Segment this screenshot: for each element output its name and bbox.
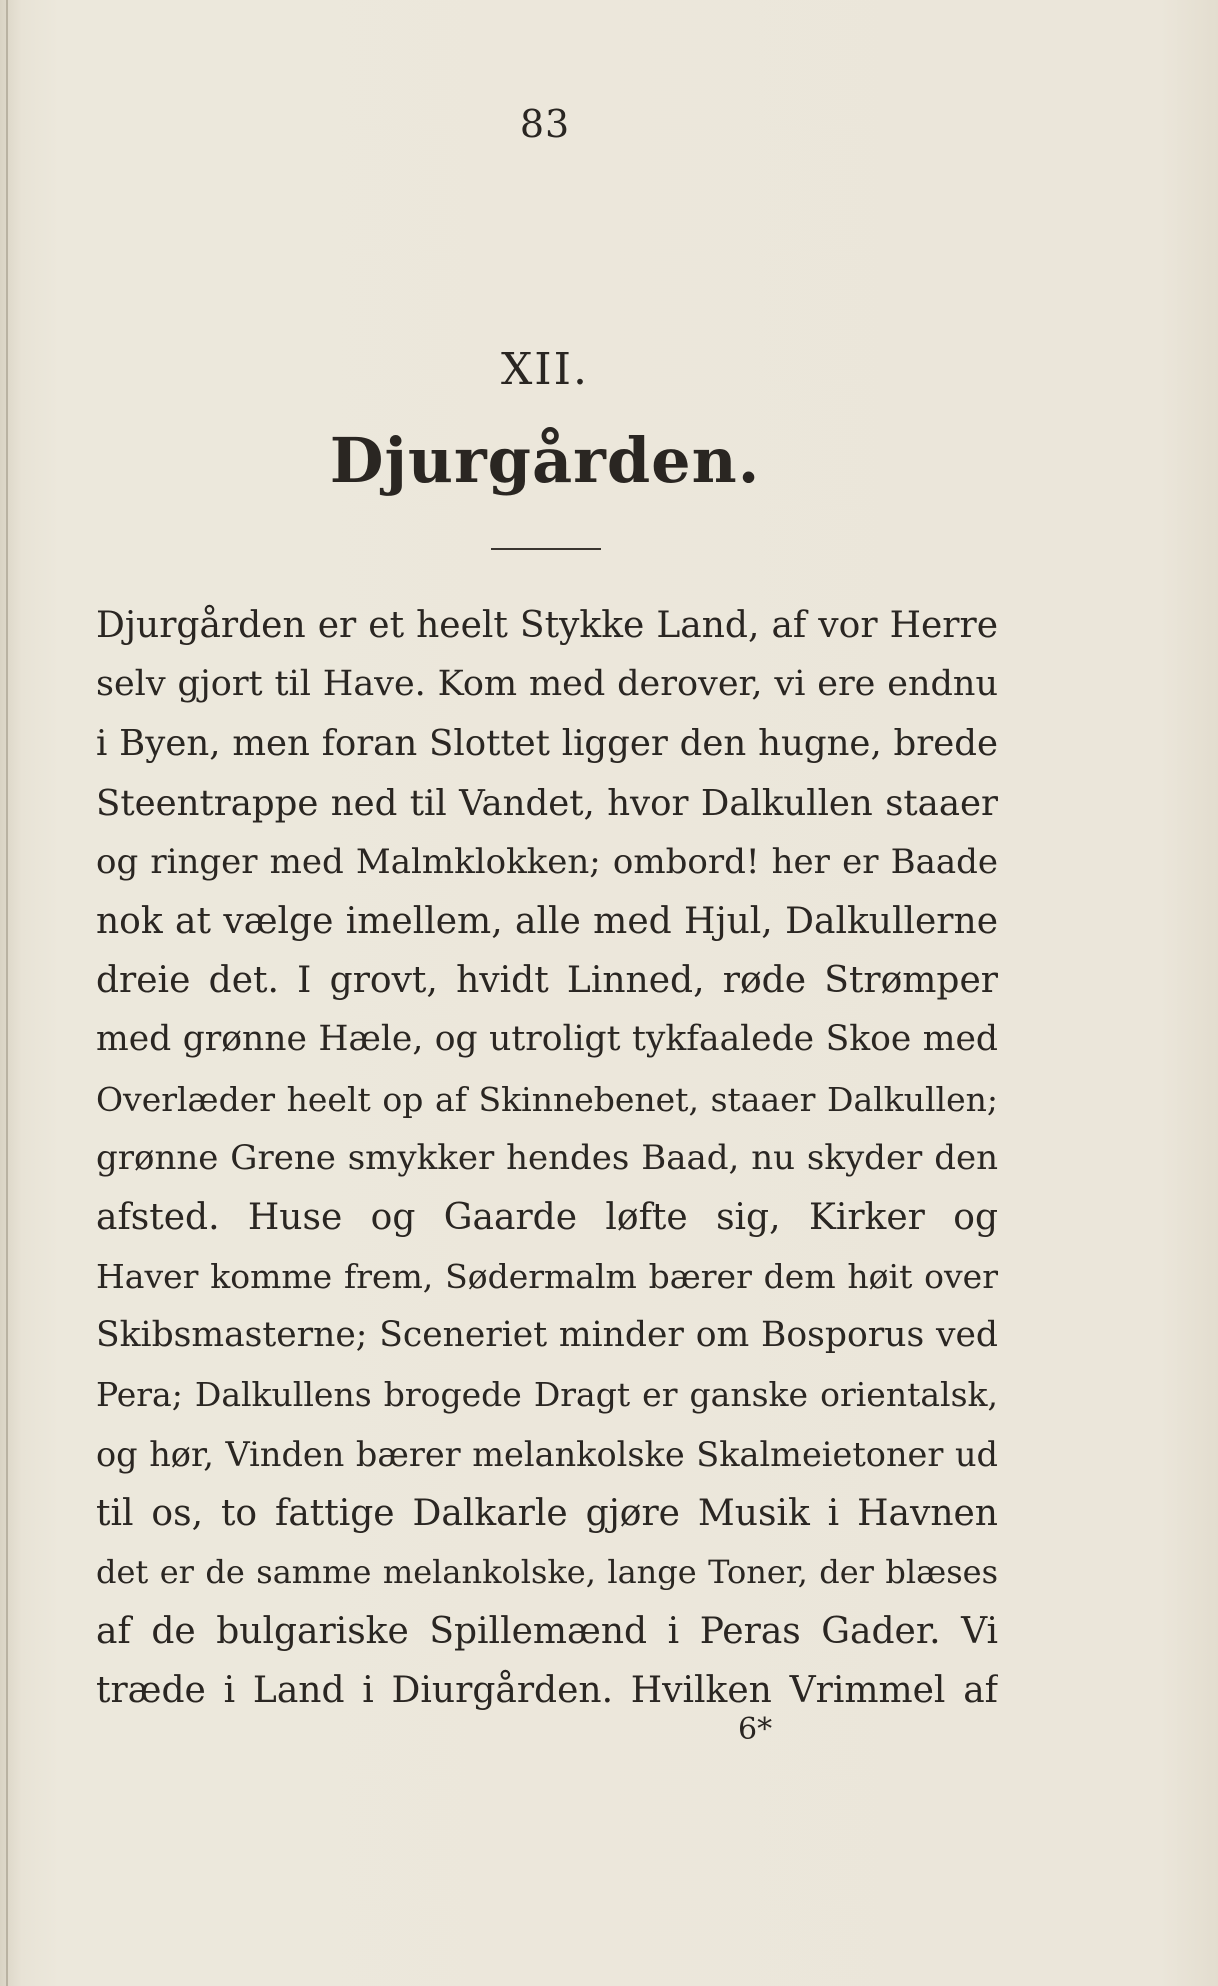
- text-line: i Byen, men foran Slottet ligger den hugne, brede: [96, 723, 998, 765]
- binding-edge: [6, 0, 8, 1986]
- signature-mark: 6*: [738, 1712, 773, 1747]
- text-line: og ringer med Malmklokken; ombord! her er Baade: [96, 841, 998, 882]
- text-line: Skibsmasterne; Sceneriet minder om Bosporus ved: [96, 1315, 998, 1356]
- chapter-title: Djurgården.: [329, 424, 761, 497]
- text-line: selv gjort til Have. Kom med derover, vi ere endnu: [96, 664, 998, 705]
- text-line: af de bulgariske Spillemænd i Peras Gader. Vi: [96, 1611, 998, 1653]
- text-line: dreie det. I grovt, hvidt Linned, røde Strømper: [96, 960, 998, 1002]
- text-line: til os, to fattige Dalkarle gjøre Musik i Havnen: [96, 1492, 998, 1534]
- text-line: grønne Grene smykker hendes Baad, nu skyder den: [96, 1137, 998, 1178]
- body-text: [96, 596, 998, 1721]
- text-line: det er de samme melankolske, lange Toner, der blæses: [96, 1553, 998, 1591]
- title-divider: [491, 548, 601, 550]
- text-line: Steentrappe ned til Vandet, hvor Dalkullen staaer: [96, 782, 998, 824]
- text-line: Pera; Dalkullens brogede Dragt er ganske orientalsk,: [96, 1375, 998, 1415]
- text-line: afsted. Huse og Gaarde løfte sig, Kirker og: [96, 1196, 998, 1238]
- text-line: Djurgården er et heelt Stykke Land, af vor Herre: [96, 605, 998, 646]
- page-number: 83: [519, 102, 571, 146]
- chapter-number: XII.: [500, 344, 590, 395]
- text-line: med grønne Hæle, og utroligt tykfaalede Skoe med: [96, 1019, 998, 1060]
- text-line: nok at vælge imellem, alle med Hjul, Dalkullerne: [96, 900, 998, 942]
- text-line: træde i Land i Diurgården. Hvilken Vrimmel af: [96, 1670, 998, 1712]
- text-line: Overlæder heelt op af Skinnebenet, staaer Dalkullen;: [96, 1079, 998, 1119]
- text-line: og hør, Vinden bærer melankolske Skalmeietoner ud: [96, 1434, 998, 1474]
- text-line: Haver komme frem, Sødermalm bærer dem høit over: [96, 1257, 998, 1297]
